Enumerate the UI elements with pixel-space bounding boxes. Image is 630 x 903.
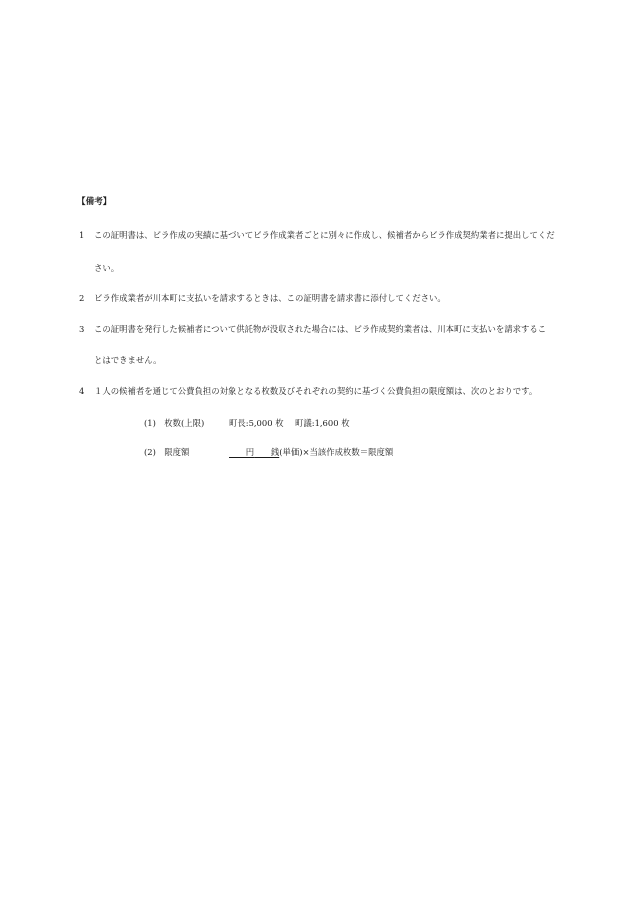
sen-blank: 銭 [254, 447, 280, 457]
limit-count-mayor: 町長:5,000 枚 [229, 418, 284, 428]
note-2-text: ビラ作成業者が川本町に支払いを請求するときは、この証明書を請求書に添付してください。 [94, 293, 446, 303]
yen-blank: 円 [229, 447, 255, 457]
remarks-heading: 【備考】 [77, 197, 112, 207]
limit-amount-label: (2) 限度額 [144, 447, 190, 457]
note-2-number: 2 [79, 293, 85, 303]
formula-text: (単価)×当該作成枚数＝限度額 [279, 447, 394, 457]
limit-count-council: 町議:1,600 枚 [295, 418, 350, 428]
note-4-number: 4 [79, 386, 85, 396]
note-3-text-cont: とはできません。 [94, 355, 162, 365]
limit-count-label: (1) 枚数(上限) [144, 418, 205, 428]
note-4-text: １人の候補者を通じて公費負担の対象となる枚数及びそれぞれの契約に基づく公費負担の限度額は、次のとおりです。 [94, 386, 538, 396]
note-1-text-cont: さい。 [94, 263, 120, 273]
note-3-text: この証明書を発行した候補者について供託物が没収された場合には、ビラ作成契約業者は、川本町に支払いを請求するこ [94, 324, 547, 334]
note-3-number: 3 [79, 324, 85, 334]
limit-amount-formula [229, 448, 393, 456]
note-1-number: 1 [79, 230, 85, 240]
note-1-text: この証明書は、ビラ作成の実績に基づいてビラ作成業者ごとに別々に作成し、候補者からビラ作成契約業者に提出してくだ [94, 230, 555, 240]
